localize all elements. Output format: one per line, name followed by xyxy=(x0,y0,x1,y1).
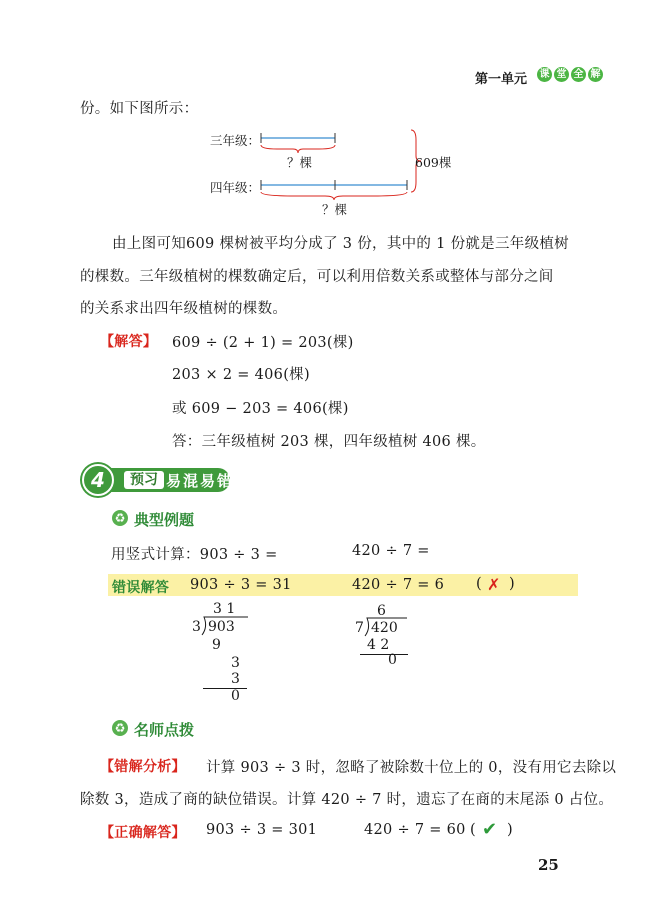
correct-mark-close: ) xyxy=(507,822,513,838)
answer-step: 203 × 2 = 406(棵) xyxy=(172,367,310,383)
correct-mark-open: ( xyxy=(470,822,476,838)
tips-heading: 名师点拨 xyxy=(134,721,195,739)
page-number: 25 xyxy=(538,856,559,874)
wrong-mark-open: ( xyxy=(476,576,482,592)
correct-calc: 420 ÷ 7 = 60 xyxy=(364,822,466,838)
badge-char: 全 xyxy=(571,67,586,82)
ld2-quotient: 6 xyxy=(377,603,386,619)
ld1-step: 9 xyxy=(212,637,221,653)
grade4-unknown: ？棵 xyxy=(322,202,348,217)
wrong-mark-close: ) xyxy=(509,576,515,592)
wrong-calc: 420 ÷ 7 = 6 xyxy=(352,577,445,593)
analysis-label: 【错解分析】 xyxy=(100,759,186,775)
intro-line: 份。如下图所示： xyxy=(80,101,199,117)
correct-calc: 903 ÷ 3 = 301 xyxy=(206,822,318,838)
wrong-label: 错误解答 xyxy=(112,580,170,596)
grade3-unknown: ？棵 xyxy=(287,155,313,170)
wrong-answer-bar xyxy=(108,574,578,596)
grade4-label: 四年级： xyxy=(210,180,261,195)
ld2-rule xyxy=(360,654,408,655)
typical-problem: 420 ÷ 7 = xyxy=(352,543,430,559)
grade3-label: 三年级： xyxy=(210,133,261,148)
typical-problem: 用竖式计算：903 ÷ 3 = xyxy=(111,547,278,563)
ld1-step: 3 xyxy=(231,671,240,687)
recycle-icon: ♻ xyxy=(112,510,128,526)
badge-char: 解 xyxy=(588,67,603,82)
recycle-icon: ♻ xyxy=(112,720,128,736)
answer-step: 609 ÷ (2 + 1) = 203(棵) xyxy=(172,335,354,351)
ld2-step: 4 2 xyxy=(367,637,390,653)
answer-conclusion: 答：三年级植树 203 棵，四年级植树 406 棵。 xyxy=(172,434,486,450)
segment-diagram xyxy=(255,126,455,216)
badge-char: 课 xyxy=(537,67,552,82)
analysis-line: 除数 3，造成了商的缺位错误。计算 420 ÷ 7 时，遗忘了在商的末尾添 0 占位。 xyxy=(80,792,614,808)
explain-line: 的棵数。三年级植树的棵数确定后，可以利用倍数关系或整体与部分之间 xyxy=(80,269,554,285)
answer-label: 【解答】 xyxy=(100,334,158,350)
correct-label: 【正确解答】 xyxy=(100,825,186,841)
ld1-step: 3 xyxy=(231,655,240,671)
explain-line: 的关系求出四年级植树的棵数。 xyxy=(80,301,288,317)
ld1-rule xyxy=(203,688,247,689)
ld2-remainder: 0 xyxy=(388,652,397,668)
ld2-dividend: 420 xyxy=(371,620,398,636)
typical-heading: 典型例题 xyxy=(134,511,195,529)
answer-step: 或 609 − 203 = 406(棵) xyxy=(172,401,349,417)
ld1-remainder: 0 xyxy=(231,688,240,704)
section-tag: 预习 xyxy=(124,471,164,489)
section-title: 易混易错 xyxy=(166,472,235,490)
ld1-dividend: 903 xyxy=(208,619,235,635)
wrong-calc: 903 ÷ 3 = 31 xyxy=(190,577,292,593)
analysis-line: 计算 903 ÷ 3 时，忽略了被除数十位上的 0，没有用它去除以 xyxy=(206,760,617,776)
course-badge xyxy=(537,67,603,82)
ld1-divisor: 3 xyxy=(192,619,201,635)
ld2-divisor: 7 xyxy=(355,620,364,636)
explain-line: 由上图可知609 棵树被平均分成了 3 份，其中的 1 份就是三年级植树 xyxy=(112,236,569,252)
cross-icon: ✗ xyxy=(487,575,501,594)
unit-title: 第一单元 xyxy=(475,72,528,87)
section-number: 4 xyxy=(82,464,114,496)
ld1-quotient: 3 1 xyxy=(213,601,236,617)
check-icon: ✔ xyxy=(482,819,498,840)
badge-char: 堂 xyxy=(554,67,569,82)
total-label: 609棵 xyxy=(415,155,452,170)
